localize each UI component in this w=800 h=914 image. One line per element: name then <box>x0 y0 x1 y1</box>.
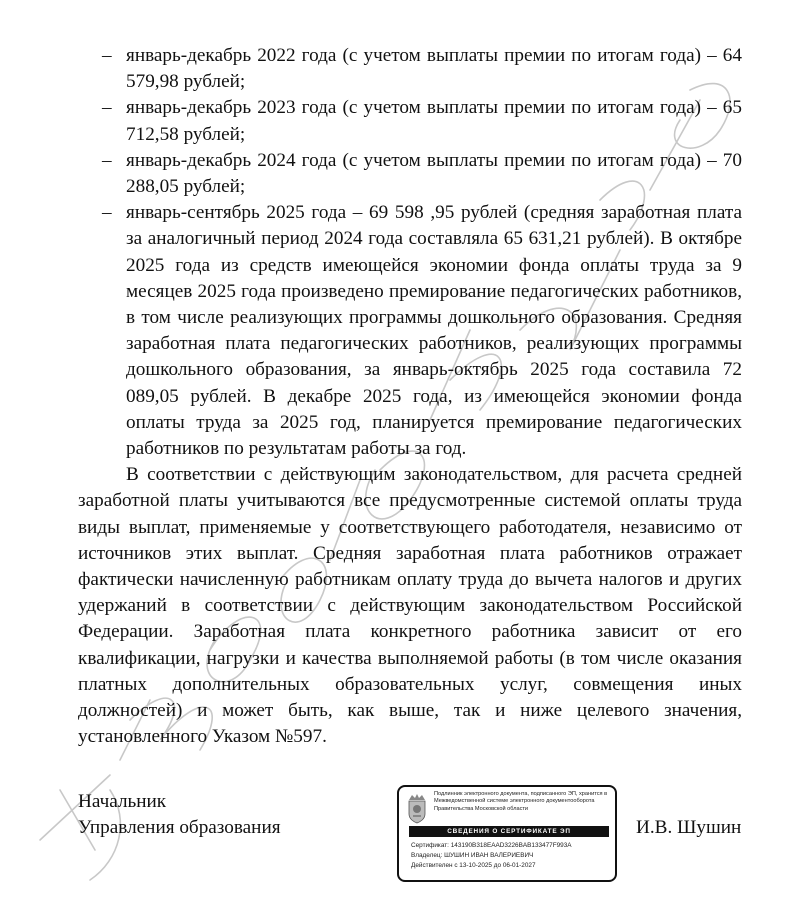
list-item-text: январь-декабрь 2024 года (с учетом выплаты премии по итогам года) – 70 288,05 рублей; <box>126 149 742 198</box>
certificate-validity: Действителен с 13-10-2025 до 06-01-2027 <box>411 862 536 869</box>
list-item <box>78 43 742 95</box>
list-item-text: январь-декабрь 2022 года (с учетом выплаты премии по итогам года) – 64 579,98 рублей; <box>126 45 742 93</box>
certificate-owner: Владелец: ШУШИН ИВАН ВАЛЕРИЕВИЧ <box>411 852 534 859</box>
stamp-note: Подлинник электронного документа, подписанного ЭП, хранится в Межведомственной системе электронного документооборота Правительства Московской области <box>434 791 608 812</box>
position-line-2: Управления образования <box>78 817 281 838</box>
body-paragraph: В соответствии с действующим законодательством, для расчета средней заработной платы учитываются все предусмотренные системой оплаты труда виды выплат, применяемые у соответствующего работодателя, независимо от источников этих выплат. Средняя заработная плата работников отражает фактически начисленную работникам оплату труда до вычета налогов и других удержаний в соответствии с действующим законодательством Российской Федерации. Заработная плата конкретного работника зависит от его квалификации, нагрузки и качества выполняемой работы (в том числе оказания платных дополнительных образовательных услуг, совмещения иных должностей) и может быть, как выше, так и ниже целевого значения, установленного Указом №597. <box>78 464 742 748</box>
moscow-oblast-coat-of-arms-icon <box>406 792 428 824</box>
position-line-1: Начальник <box>78 791 167 812</box>
list-item <box>78 200 742 462</box>
list-item <box>78 148 742 200</box>
certificate-number: Сертификат: 143190B318EAAD3226BAB133477F993A <box>411 842 572 849</box>
list-item <box>78 95 742 147</box>
stamp-header: СВЕДЕНИЯ О СЕРТИФИКАТЕ ЭП <box>409 826 609 837</box>
signatory-position <box>78 789 281 841</box>
e-signature-stamp <box>397 785 617 882</box>
dash-marker: – <box>102 202 112 224</box>
dash-marker: – <box>102 149 112 171</box>
dash-marker: – <box>102 97 112 119</box>
list-item-text: январь-декабрь 2023 года (с учетом выплаты премии по итогам года) – 65 712,58 рублей; <box>126 97 742 145</box>
list-item-text: январь-сентябрь 2025 года – 69 598 ,95 рублей (средняя заработная плата за аналогичный период 2024 года составляла 65 631,21 рублей). В октябре 2025 года из средств имеющейся экономии фонда оплаты труда за 9 месяцев 2025 года произведено премирование педагогических работников, в том числе реализующих программы дошкольного образования. Средняя заработная плата педагогических работников, реализующих программы дошкольного образования, за январь-октябрь 2025 года составила 72 089,05 рублей. В декабре 2025 года, из имеющейся экономии фонда оплаты труда за 2025 год, планируется премирование педагогических работников по результатам работы за год. <box>126 202 742 460</box>
dash-marker: – <box>102 45 112 66</box>
signatory-name: И.В. Шушин <box>636 817 742 838</box>
document-body <box>78 43 742 750</box>
